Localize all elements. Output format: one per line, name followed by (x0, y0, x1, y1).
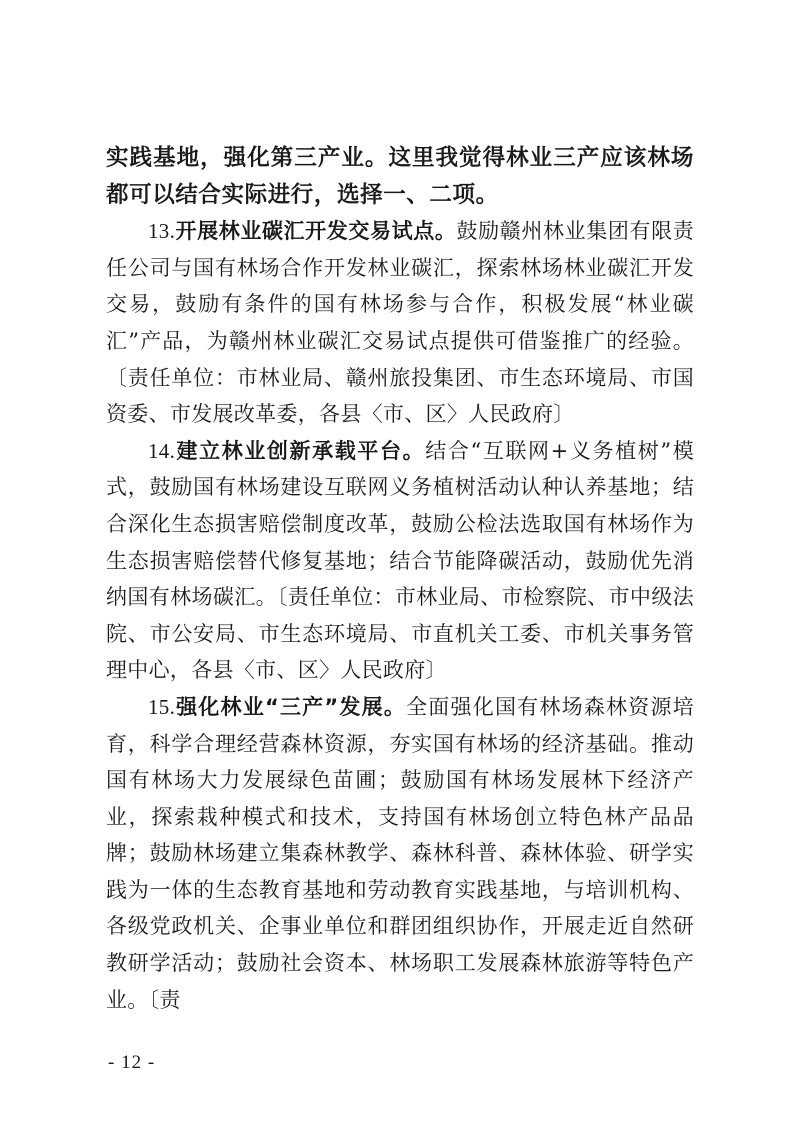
item-15-body: 全面强化国有林场森林资源培育，科学合理经营森林资源，夯实国有林场的经济基础。推动国有林场大力发展绿色苗圃；鼓励国有林场发展林下经济产业，探索栽种模式和技术，支持国有林场创立特色林产品品牌；鼓励林场建立集森林教学、森林科普、森林体验、研学实践为一体的生态教育基地和劳动教育实践基地，与培训机构、各级党政机关、企事业单位和群团组织协作，开展走近自然研教研学活动；鼓励社会资本、林场职工发展森林旅游等特色产业。〔责 (106, 694, 694, 1012)
item-13-number: 13. (148, 219, 176, 244)
item-15-heading: 强化林业“三产”发展。 (175, 694, 407, 719)
item-14-heading: 建立林业创新承载平台。 (175, 438, 426, 463)
item-15-number: 15. (148, 694, 176, 719)
item-13-body: 鼓励赣州林业集团有限责任公司与国有林场合作开发林业碳汇，探索林场林业碳汇开发交易，鼓励有条件的国有林场参与合作，积极发展“林业碳汇”产品，为赣州林业碳汇交易试点提供可借鉴推广的经验。〔责任单位：市林业局、赣州旅投集团、市生态环境局、市国资委、市发展改革委，各县〈市、区〉人民政府〕 (106, 219, 694, 427)
item-14-number: 14. (148, 438, 176, 463)
item-14-paragraph (106, 433, 694, 689)
item-15-paragraph (106, 689, 694, 1018)
intro-paragraph: 实践基地，强化第三产业。这里我觉得林业三产应该林场都可以结合实际进行，选择一、二项。 (106, 145, 694, 208)
page-number: - 12 - (108, 1052, 156, 1073)
item-14-body: 结合“互联网+义务植树”模式，鼓励国有林场建设互联网义务植树活动认种认养基地；结合深化生态损害赔偿制度改革，鼓励公检法选取国有林场作为生态损害赔偿替代修复基地；结合节能降碳活动，鼓励优先消纳国有林场碳汇。〔责任单位：市林业局、市检察院、市中级法院、市公安局、市生态环境局、市直机关工委、市机关事务管理中心，各县〈市、区〉人民政府〕 (106, 438, 694, 683)
document-body (106, 140, 694, 1018)
item-13-heading: 开展林业碳汇开发交易试点。 (175, 219, 457, 244)
item-13-paragraph (106, 213, 694, 433)
